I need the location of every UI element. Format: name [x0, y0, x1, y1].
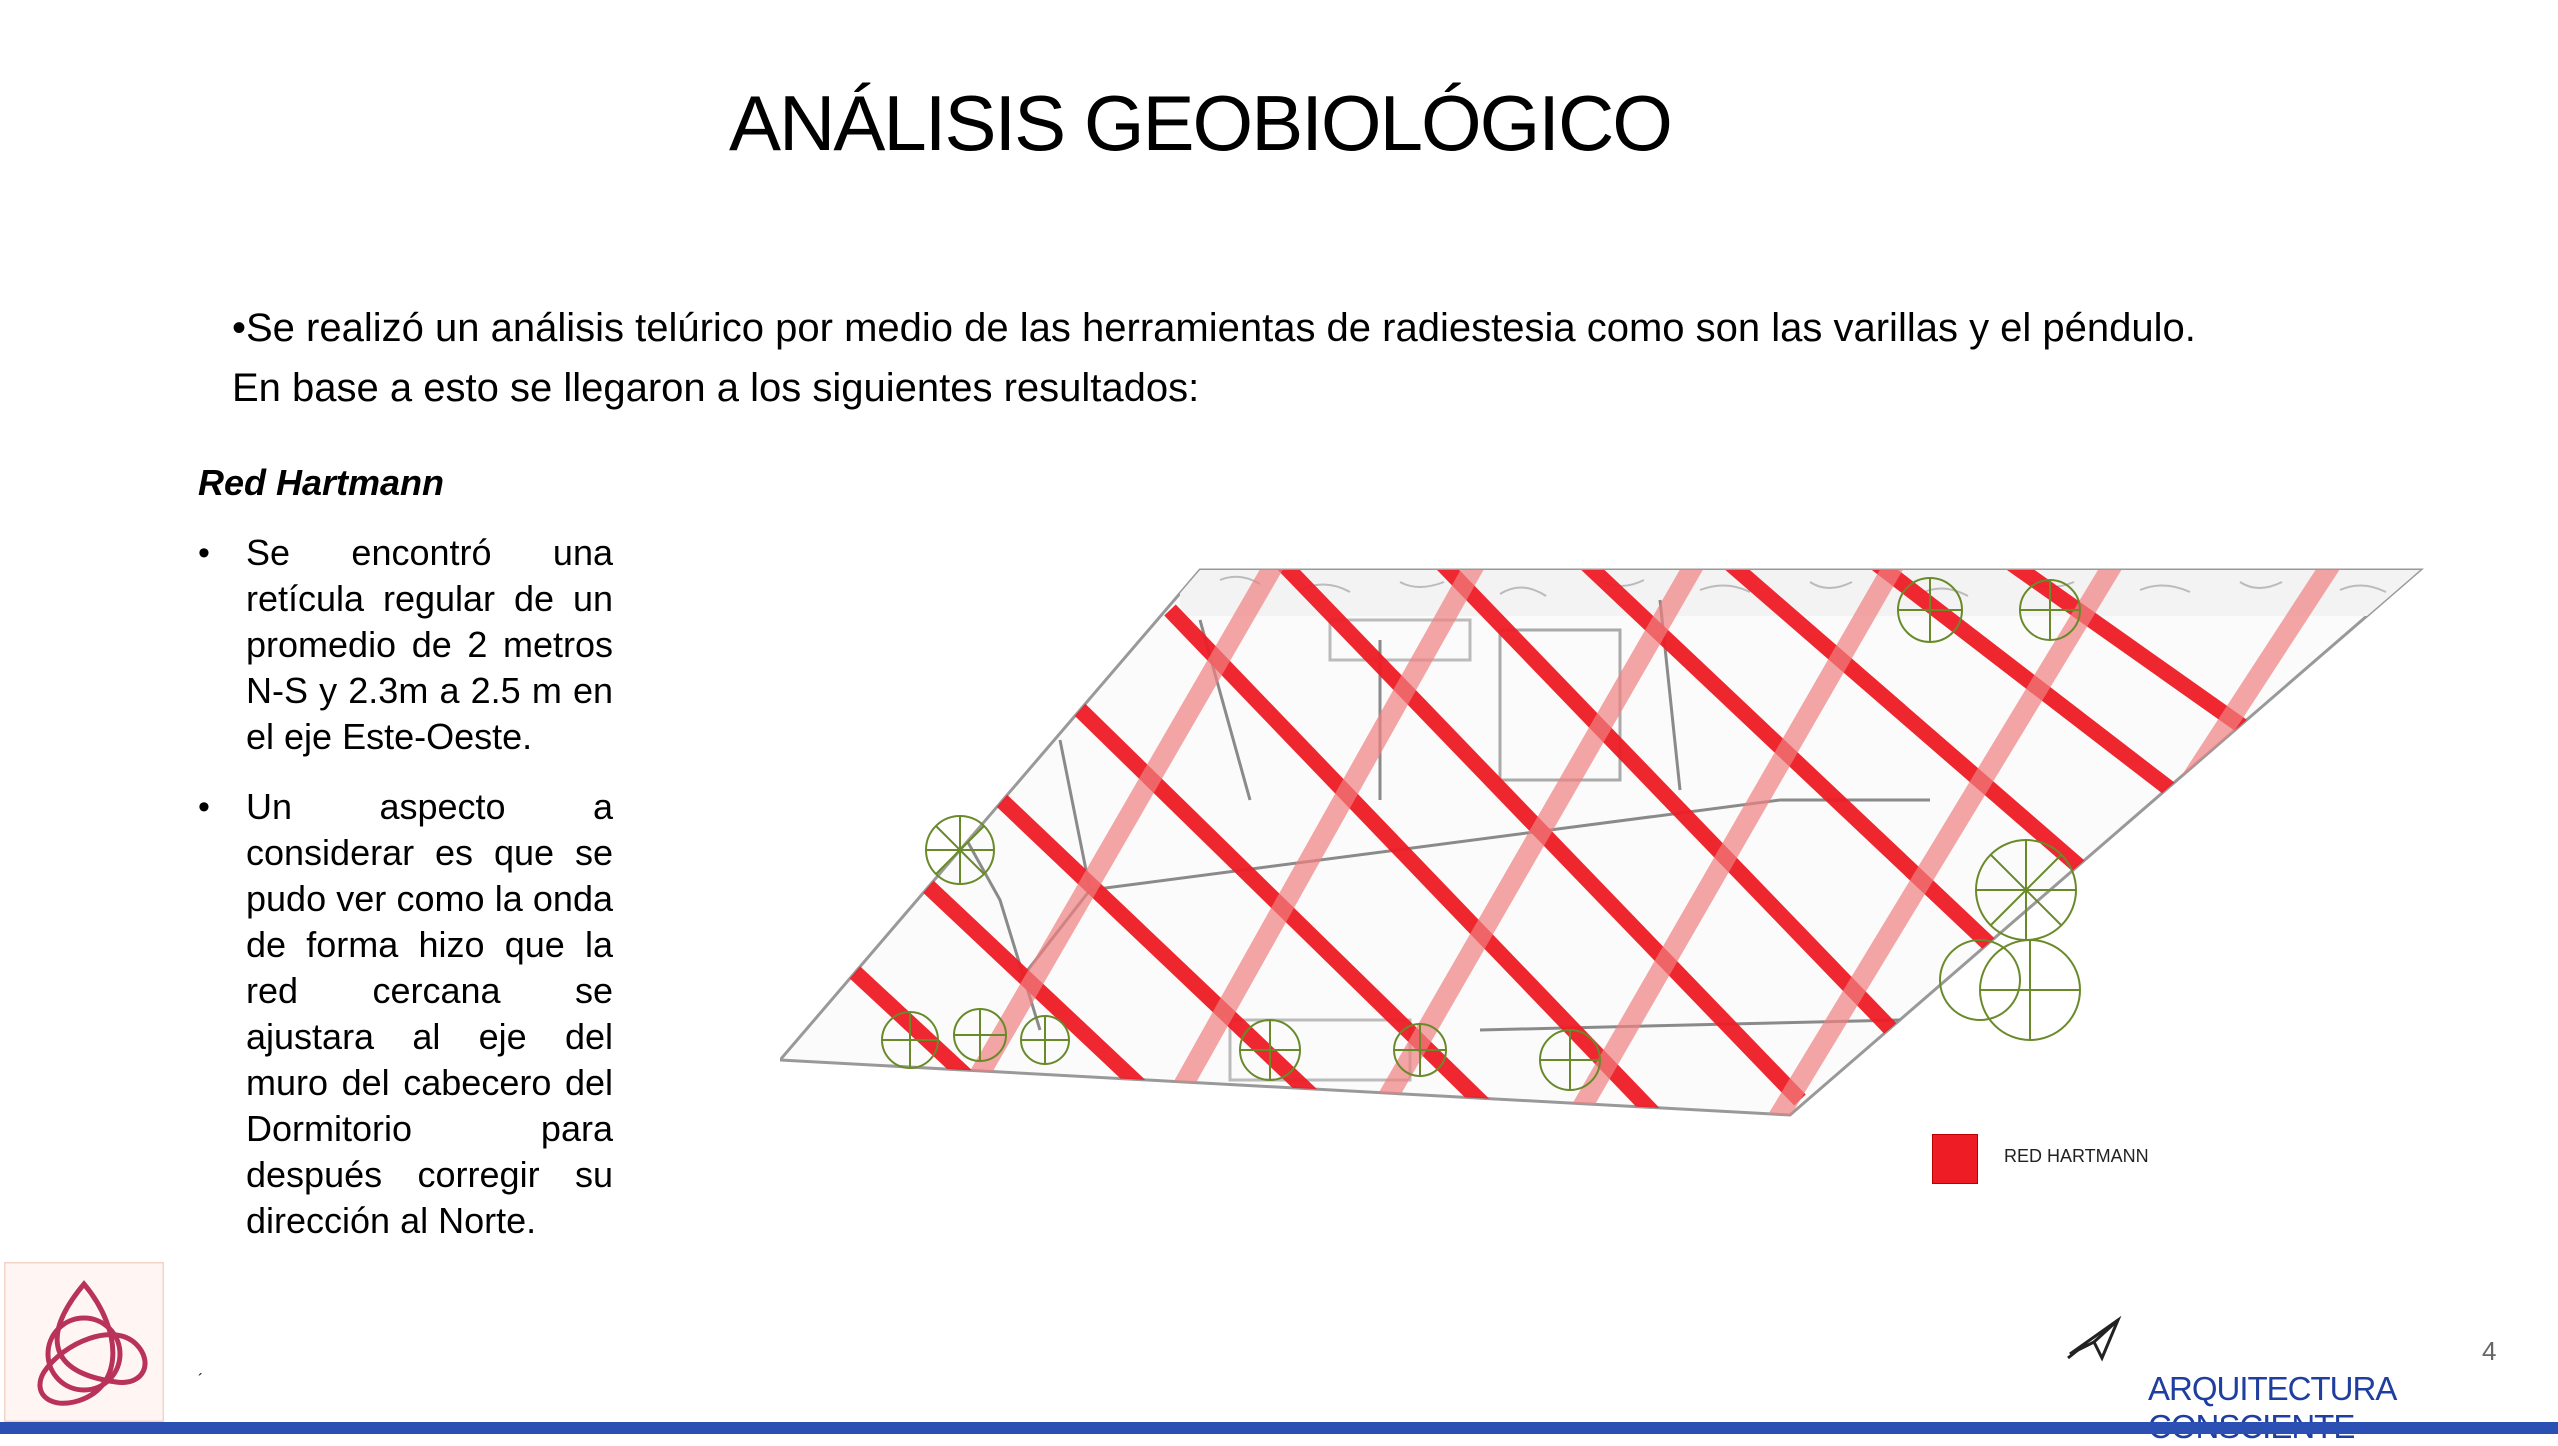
trinity-knot-logo-icon	[4, 1262, 164, 1422]
bullet-list	[198, 530, 613, 1268]
slide-title: ANÁLISIS GEOBIOLÓGICO	[729, 79, 1671, 167]
bullet-item: • Se encontró una retícula regular de un promedio de 2 metros N-S y 2.3m a 2.5 m en el eje Este-Oeste.	[198, 530, 613, 760]
intro-text	[232, 298, 2432, 418]
page-number: 4	[2482, 1336, 2497, 1366]
intro-line-1: •Se realizó un análisis telúrico por medio de las herramientas de radiestesia como son las varillas y el péndulo.	[232, 306, 2196, 350]
footer-bar	[0, 1422, 2558, 1434]
legend-label: RED HARTMANN	[2004, 1146, 2149, 1166]
section-heading: Red Hartmann	[198, 462, 445, 503]
intro-line-2: En base a esto se llegaron a los siguientes resultados:	[232, 366, 1200, 410]
paper-plane-arrow-icon	[2064, 1314, 2124, 1364]
floor-plan-with-hartmann-grid-icon	[780, 560, 2430, 1120]
bullet-item: • Un aspecto a considerar es que se pudo ver como la onda de forma hizo que la red cercana se ajustara al eje del muro del cabecero del Dormitorio para después corregir su dirección al Norte.	[198, 784, 613, 1244]
legend-swatch	[1932, 1134, 1978, 1184]
brand-name: ARQUITECTURA	[2148, 1370, 2395, 1407]
small-mark: ´	[198, 1372, 204, 1389]
